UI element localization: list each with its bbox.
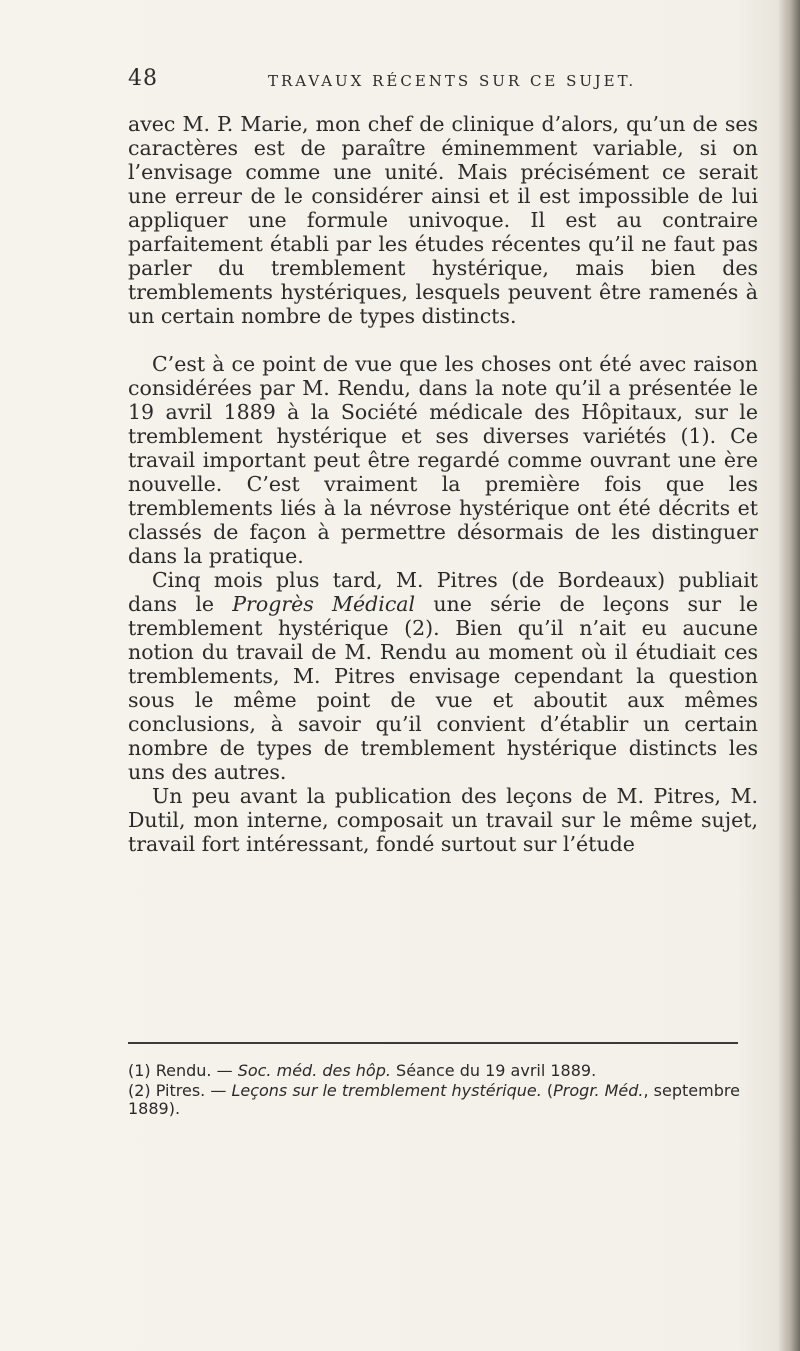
footnote-1-source: Soc. méd. des hôp. [237,1061,391,1080]
paragraph-3-end: une série de leçons sur le tremblement hystérique (2). Bien qu’il n’ait eu aucune notion du travail de M. Rendu au moment où il étudiait ces tremblements, M. Pitres envisage cependant la question sous le même point de vue et aboutit aux mêmes conclusions, à savoir qu’il convient d’établir un certain nombre de types de tremblement hystérique distincts les uns des autres. [128,592,758,784]
footnote-2-suffix: , septembre 1889). [128,1081,740,1118]
footnote-2 [128,1082,748,1118]
paragraph-1: avec M. P. Marie, mon chef de clinique d’alors, qu’un de ses caractères est de paraître éminemment variable, si on l’envisage comme une unité. Mais précisément ce serait une erreur de le considérer ainsi et il est impossible de lui appliquer une formule univoque. Il est au contraire parfaitement établi par les études récentes qu’il ne faut pas parler du tremblement hystérique, mais bien des tremblements hystériques, lesquels peuvent être ramenés à un certain nombre de types distincts. [128,112,758,328]
footnotes [128,1062,748,1120]
page-number: 48 [128,66,158,91]
footnote-2-title: Leçons sur le tremblement hystérique. [231,1081,542,1100]
page-edge-shadow [778,0,800,1351]
journal-title: Progrès Médical [232,592,416,616]
footnote-2-prefix: (2) Pitres. — [128,1081,232,1100]
footnote-2-mid: ( [541,1081,554,1100]
paragraph-2: C’est à ce point de vue que les choses ont été avec raison considérées par M. Rendu, dans la note qu’il a présentée le 19 avril 1889 à la Société médicale des Hôpitaux, sur le tremblement hystérique et ses diverses variétés (1). Ce travail important peut être regardé comme ouvrant une ère nouvelle. C’est vraiment la première fois que les tremblements liés à la névrose hystérique ont été décrits et classés de façon à permettre désormais de les distinguer dans la pratique. [128,352,758,568]
body-text [128,112,758,856]
running-head: TRAVAUX RÉCENTS SUR CE SUJET. [268,72,637,90]
paragraph-4: Un peu avant la publication des leçons de M. Pitres, M. Dutil, mon interne, composait un travail sur le même sujet, travail fort intéressant, fondé surtout sur l’étude [128,784,758,856]
paragraph-3-start: Cinq mois plus tard, M. Pitres (de Bordeaux) publiait dans le [128,568,758,616]
footnote-2-journal: Progr. Méd. [553,1081,644,1100]
paragraph-3 [128,568,758,784]
footnote-1-suffix: Séance du 19 avril 1889. [390,1061,597,1080]
footnote-1 [128,1062,748,1080]
footnote-1-prefix: (1) Rendu. — [128,1061,238,1080]
page-header [128,66,758,96]
footnote-rule [128,1042,738,1044]
